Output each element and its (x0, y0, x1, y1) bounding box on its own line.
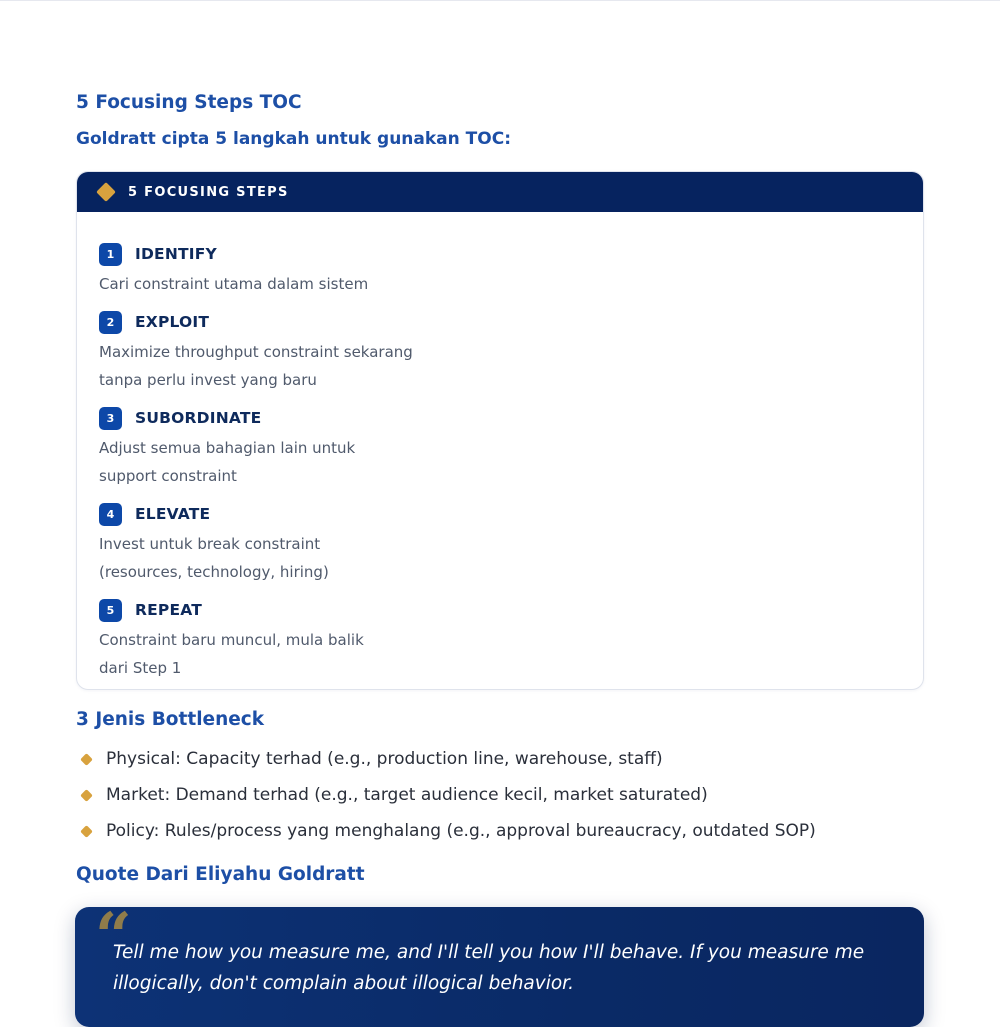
step-number-badge: 4 (99, 503, 122, 526)
step-description-line: Cari constraint utama dalam sistem (99, 275, 369, 293)
step-description-line: Constraint baru muncul, mula balik (99, 631, 364, 649)
step-title: SUBORDINATE (135, 409, 262, 427)
step-title: IDENTIFY (135, 245, 217, 263)
list-item-text: Physical: Capacity terhad (e.g., production line, warehouse, staff) (106, 749, 663, 769)
step-description (99, 270, 879, 298)
quote-heading: Quote Dari Eliyahu Goldratt (76, 864, 365, 885)
page-subtitle: Goldratt cipta 5 langkah untuk gunakan TOC: (76, 129, 511, 149)
step-description (99, 626, 879, 682)
step-number-badge: 3 (99, 407, 122, 430)
steps-card-header-label: 5 FOCUSING STEPS (128, 184, 289, 200)
top-divider (0, 0, 1000, 1)
step-item (99, 598, 879, 682)
quote-text (113, 937, 893, 999)
diamond-bullet-icon (80, 753, 93, 766)
list-item-text: Market: Demand terhad (e.g., target audience kecil, market saturated) (106, 785, 708, 805)
list-item (76, 741, 922, 777)
step-title: ELEVATE (135, 505, 211, 523)
step-item (99, 310, 879, 394)
step-number-badge: 5 (99, 599, 122, 622)
steps-card-header (77, 172, 923, 212)
step-description-line: dari Step 1 (99, 659, 182, 677)
diamond-icon (96, 182, 116, 202)
step-description-line: Adjust semua bahagian lain untuk (99, 439, 356, 457)
step-description-line: Invest untuk break constraint (99, 535, 321, 553)
step-title: REPEAT (135, 601, 203, 619)
quote-line: illogically, don't complain about illogical behavior. (113, 973, 574, 994)
diamond-bullet-icon (80, 789, 93, 802)
bottleneck-heading: 3 Jenis Bottleneck (76, 709, 265, 730)
step-description-line: Maximize throughput constraint sekarang (99, 343, 413, 361)
bottleneck-list (76, 741, 922, 849)
step-item (99, 502, 879, 586)
step-item (99, 242, 879, 298)
step-title: EXPLOIT (135, 313, 210, 331)
list-item (76, 813, 922, 849)
steps-list (99, 242, 879, 690)
step-description (99, 530, 879, 586)
step-number-badge: 2 (99, 311, 122, 334)
quote-card (75, 907, 924, 1027)
list-item-text: Policy: Rules/process yang menghalang (e.g., approval bureaucracy, outdated SOP) (106, 821, 816, 841)
step-description-line: (resources, technology, hiring) (99, 563, 329, 581)
quote-mark-icon: “ (95, 907, 132, 974)
list-item (76, 777, 922, 813)
step-description (99, 338, 879, 394)
page-title: 5 Focusing Steps TOC (76, 92, 302, 113)
step-number-badge: 1 (99, 243, 122, 266)
step-description-line: tanpa perlu invest yang baru (99, 371, 317, 389)
diamond-bullet-icon (80, 825, 93, 838)
step-description (99, 434, 879, 490)
focusing-steps-card (76, 171, 924, 690)
step-description-line: support constraint (99, 467, 237, 485)
quote-line: Tell me how you measure me, and I'll tell you how I'll behave. If you measure me (113, 942, 865, 963)
step-item (99, 406, 879, 490)
